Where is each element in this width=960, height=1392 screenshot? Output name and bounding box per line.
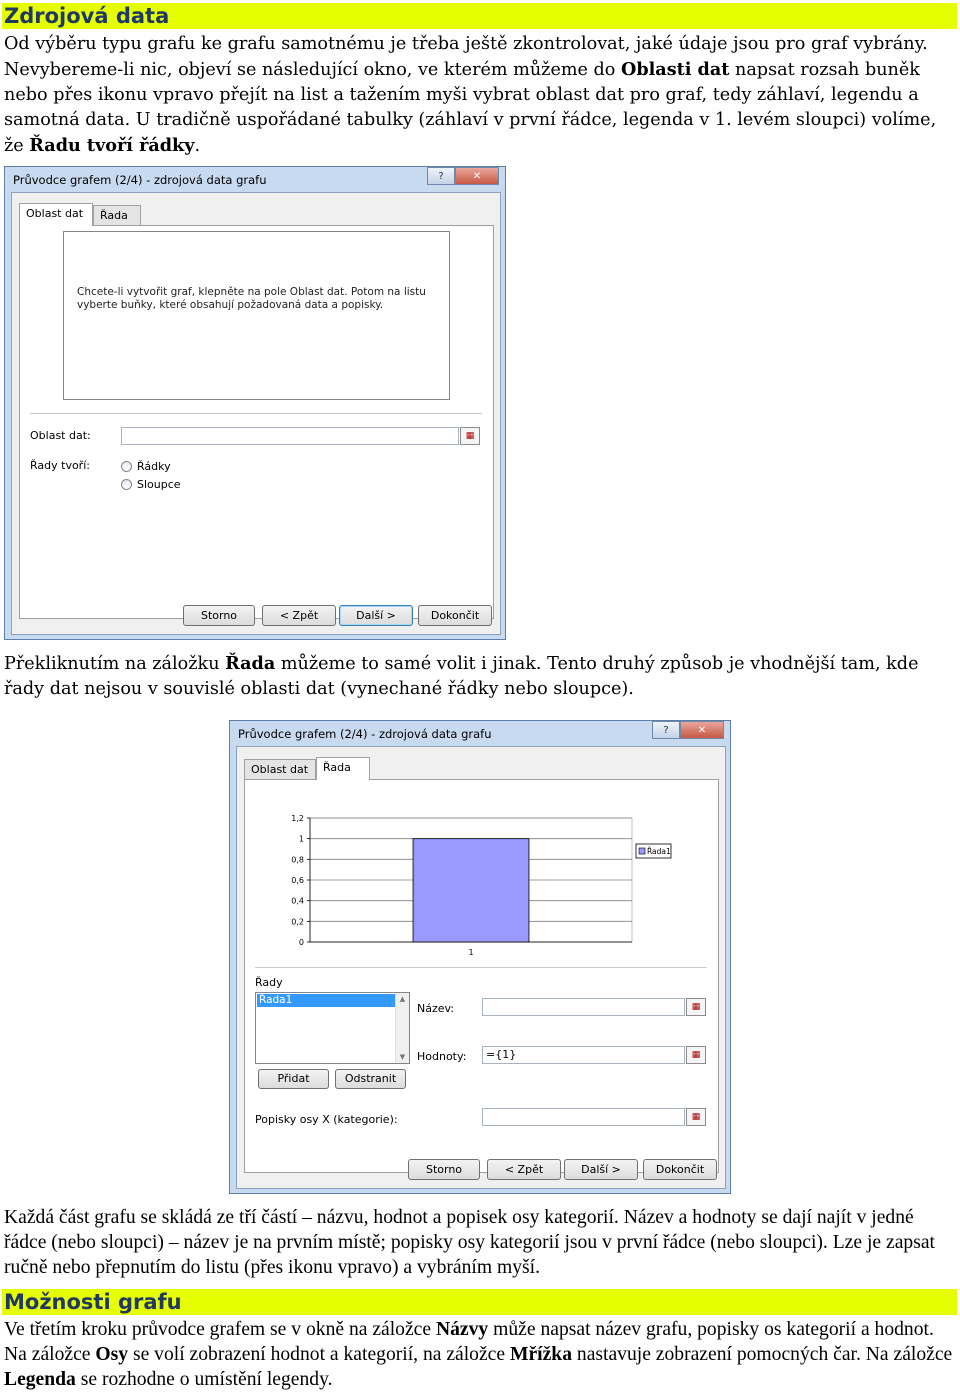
values-label: Hodnoty: bbox=[417, 1050, 467, 1063]
next-button[interactable]: Další > bbox=[339, 605, 413, 626]
finish-button[interactable]: Dokončit bbox=[418, 605, 492, 626]
text: se rozhodne o umístění legendy. bbox=[75, 1369, 333, 1390]
text: napsat rozsah buněk nebo přes ikonu vpravo přejít na list a tažením myši vybrat oblast dat pro graf, tedy záhlaví, legendu a samotná data. U tradičně uspořádané tabulky (záhlaví v první řádce, legenda v 1. levém sloupci) volíme, že bbox=[4, 60, 937, 156]
y-tick-label: 0 bbox=[298, 938, 304, 947]
range-label: Oblast dat: bbox=[30, 429, 91, 442]
bold-term: Osy bbox=[95, 1344, 129, 1365]
series-list-item-selected[interactable]: Řada1 bbox=[257, 994, 395, 1007]
series-listbox[interactable] bbox=[255, 992, 410, 1064]
add-series-button[interactable]: Přidat bbox=[258, 1069, 329, 1089]
radio-rows-label: Řádky bbox=[137, 460, 171, 473]
bold-term: Řadu tvoří řádky bbox=[29, 135, 195, 156]
text: . bbox=[194, 136, 201, 156]
x-labels-input[interactable] bbox=[482, 1108, 685, 1126]
cancel-button[interactable]: Storno bbox=[408, 1159, 480, 1180]
text: může napsat název grafu, popisky os kategorií a hodnot. Na záložce bbox=[4, 1319, 934, 1365]
bold-term: Oblasti dat bbox=[621, 59, 730, 80]
tab-panel bbox=[244, 779, 719, 1173]
help-button[interactable]: ? bbox=[427, 167, 455, 185]
legend-swatch bbox=[639, 848, 645, 854]
bold-term: Názvy bbox=[435, 1319, 489, 1340]
series-in-label: Řady tvoří: bbox=[30, 459, 90, 472]
y-tick-label: 0,2 bbox=[291, 917, 304, 927]
tab-range[interactable]: Oblast dat bbox=[19, 203, 93, 226]
bold-term: Řada bbox=[225, 653, 276, 674]
collapse-dialog-icon[interactable]: ▦ bbox=[686, 1046, 706, 1064]
x-labels-label: Popisky osy X (kategorie): bbox=[255, 1113, 398, 1126]
back-button[interactable]: < Zpět bbox=[262, 605, 336, 626]
y-tick-label: 1 bbox=[298, 834, 304, 844]
cancel-button[interactable]: Storno bbox=[183, 605, 255, 626]
tab-range[interactable]: Oblast dat bbox=[244, 759, 316, 779]
text: Ve třetím kroku průvodce grafem se v okně na záložce bbox=[4, 1319, 436, 1340]
paragraph-chart-options bbox=[4, 1317, 956, 1392]
collapse-dialog-icon[interactable]: ▦ bbox=[686, 998, 706, 1016]
dialog-title: Průvodce grafem (2/4) - zdrojová data grafu bbox=[13, 173, 267, 187]
legend-label: Řada1 bbox=[647, 847, 671, 856]
text: Překliknutím na záložku bbox=[4, 654, 226, 674]
section-heading-chart-options: Možnosti grafu bbox=[2, 1289, 957, 1315]
chart-preview bbox=[245, 780, 715, 957]
y-tick-label: 1,2 bbox=[291, 814, 304, 823]
y-tick-label: 0,8 bbox=[291, 855, 304, 865]
paragraph-source-data bbox=[4, 32, 956, 159]
tab-series[interactable]: Řada bbox=[93, 205, 141, 225]
bold-term: Legenda bbox=[4, 1369, 76, 1390]
radio-columns[interactable] bbox=[121, 479, 132, 490]
chart-wizard-dialog-series bbox=[229, 720, 731, 1194]
chart-wizard-dialog-range bbox=[4, 166, 506, 640]
dialog-title: Průvodce grafem (2/4) - zdrojová data grafu bbox=[238, 727, 492, 741]
text: nastavuje zobrazení pomocných čar. Na záložce bbox=[572, 1344, 953, 1365]
tab-panel bbox=[19, 225, 494, 619]
separator bbox=[255, 967, 707, 968]
text: můžeme to samé volit i jinak. Tento druhý způsob je vhodnější tam, kde řady dat nejsou v souvislé oblasti dat (vynechané řádky nebo sloupce). bbox=[4, 654, 919, 699]
series-header: Řady bbox=[255, 976, 283, 989]
remove-series-button[interactable]: Odstranit bbox=[335, 1069, 406, 1089]
dialog-body bbox=[236, 746, 726, 1189]
back-button[interactable]: < Zpět bbox=[487, 1159, 561, 1180]
help-button[interactable]: ? bbox=[652, 721, 680, 739]
separator bbox=[30, 413, 482, 414]
name-input[interactable] bbox=[482, 998, 685, 1016]
name-label: Název: bbox=[417, 1002, 455, 1015]
bold-term: Mřížka bbox=[509, 1344, 572, 1365]
collapse-dialog-icon[interactable]: ▦ bbox=[460, 427, 480, 445]
finish-button[interactable]: Dokončit bbox=[643, 1159, 717, 1180]
close-button[interactable]: ✕ bbox=[455, 167, 499, 185]
text: se volí zobrazení hodnot a kategorií, na záložce bbox=[128, 1344, 510, 1365]
collapse-dialog-icon[interactable]: ▦ bbox=[686, 1108, 706, 1126]
chart-preview-box bbox=[63, 231, 450, 400]
paragraph-chart-parts: Každá část grafu se skládá ze tří částí – názvu, hodnot a popisek osy kategorií. Název a hodnoty se dají najít v jedné řádce (nebo sloupci) – název je na prvním místě; popisky osy kategorií jsou v první řádce (nebo sloupci). Lze je zapsat ručně nebo přepnutím do listu (přes ikonu vpravo) a vybráním myší. bbox=[4, 1207, 935, 1278]
bar bbox=[413, 839, 529, 942]
listbox-scrollbar[interactable]: ▲ ▼ bbox=[395, 993, 409, 1063]
radio-columns-label: Sloupce bbox=[137, 478, 181, 491]
range-input[interactable] bbox=[121, 427, 459, 445]
x-tick-label: 1 bbox=[468, 948, 474, 957]
values-input[interactable]: ={1} bbox=[482, 1046, 685, 1064]
paragraph-series-tab bbox=[4, 651, 956, 702]
hint-text: Chcete-li vytvořit graf, klepněte na pole Oblast dat. Potom na listu vyberte buňky, které obsahují požadovaná data a popisky. bbox=[77, 286, 426, 311]
close-button[interactable]: ✕ bbox=[680, 721, 724, 739]
section-heading-source-data: Zdrojová data bbox=[2, 3, 957, 29]
tab-series[interactable]: Řada bbox=[316, 757, 370, 780]
radio-rows[interactable] bbox=[121, 461, 132, 472]
y-tick-label: 0,6 bbox=[291, 876, 304, 885]
text: Od výběru typu grafu ke grafu samotnému je třeba ještě zkontrolovat, jaké údaje jsou pro graf vybrány. Nevybereme-li nic, objeví se následující okno, ve kterém můžeme do bbox=[4, 34, 928, 80]
y-tick-label: 0,4 bbox=[291, 896, 304, 906]
next-button[interactable]: Další > bbox=[564, 1159, 638, 1180]
dialog-body bbox=[11, 192, 501, 635]
